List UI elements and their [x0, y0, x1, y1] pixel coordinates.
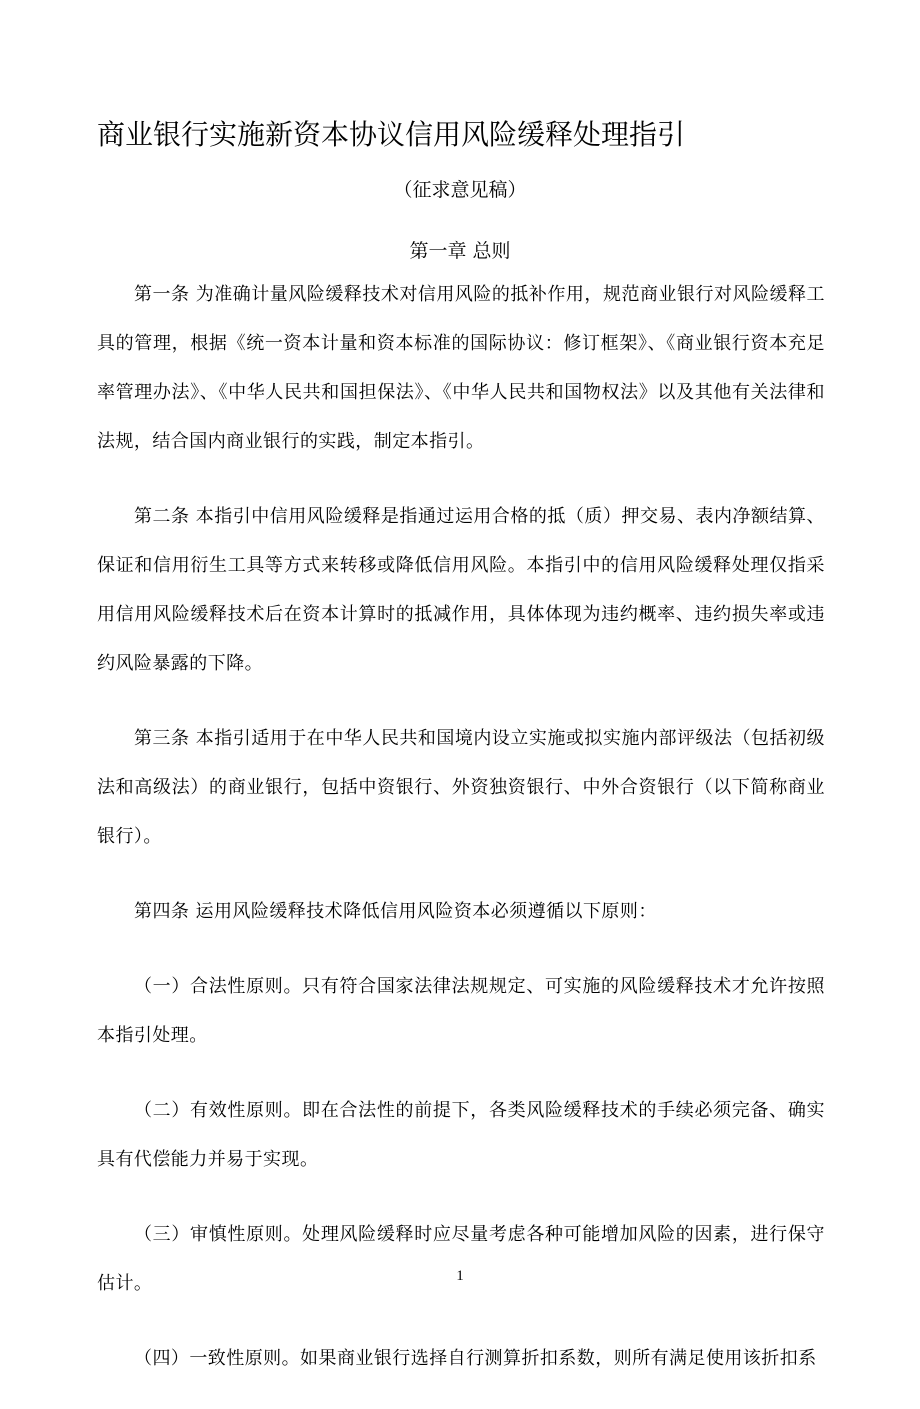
principle-2-paragraph: （二）有效性原则。即在合法性的前提下，各类风险缓释技术的手续必须完备、确实具有代偿能力并易于实现。: [97, 1100, 825, 1170]
document-subtitle: （征求意见稿）: [393, 179, 527, 201]
article-2-paragraph: 第二条 本指引中信用风险缓释是指通过运用合格的抵（质）押交易、表内净额结算、保证和信用衍生工具等方式来转移或降低信用风险。本指引中的信用风险缓释处理仅指采用信用风险缓释技术后在资本计算时的抵减作用，具体体现为违约概率、违约损失率或违约风险暴露的下降。: [97, 506, 825, 674]
article-3-paragraph: 第三条 本指引适用于在中华人民共和国境内设立实施或拟实施内部评级法（包括初级法和高级法）的商业银行，包括中资银行、外资独资银行、中外合资银行（以下简称商业银行）。: [97, 728, 825, 847]
article-1-paragraph: 第一条 为准确计量风险缓释技术对信用风险的抵补作用，规范商业银行对风险缓释工具的管理，根据《统一资本计量和资本标准的国际协议：修订框架》、《商业银行资本充足率管理办法》、《中华人民共和国担保法》、《中华人民共和国物权法》以及其他有关法律和法规，结合国内商业银行的实践，制定本指引。: [97, 284, 825, 452]
principle-3-paragraph: （三）审慎性原则。处理风险缓释时应尽量考虑各种可能增加风险的因素，进行保守估计。: [97, 1224, 825, 1294]
principle-1-paragraph: （一）合法性原则。只有符合国家法律法规规定、可实施的风险缓释技术才允许按照本指引处理。: [97, 976, 825, 1046]
document-title: 商业银行实施新资本协议信用风险缓释处理指引: [97, 118, 686, 151]
page-number: 1: [456, 1268, 464, 1284]
article-4-paragraph: 第四条 运用风险缓释技术降低信用风险资本必须遵循以下原则：: [134, 901, 657, 922]
chapter-heading: 第一章 总则: [409, 240, 511, 262]
document-body: [97, 270, 825, 1409]
principle-4-paragraph: （四）一致性原则。如果商业银行选择自行测算折扣系数，则所有满足使用该折扣系: [134, 1348, 817, 1369]
